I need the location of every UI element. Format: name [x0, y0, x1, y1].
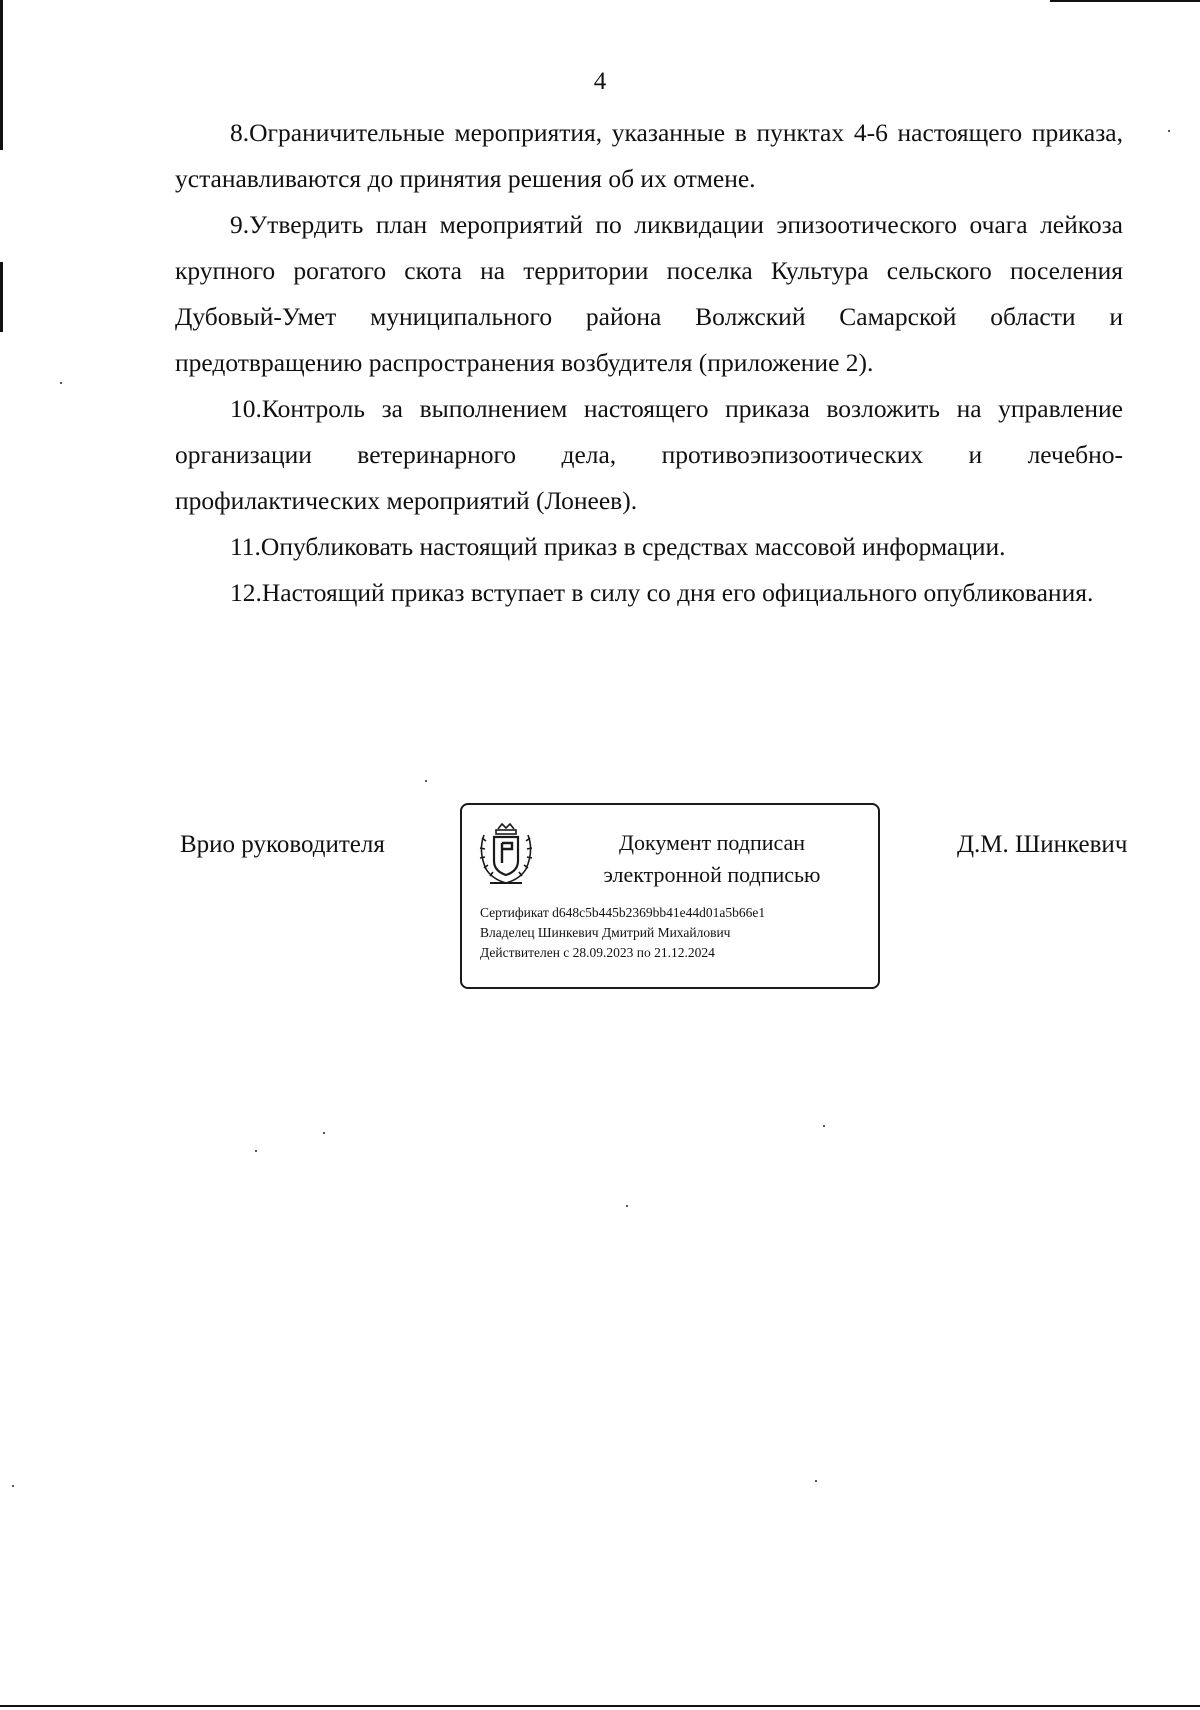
document-body: [175, 110, 1123, 616]
paragraph-12: 12.Настоящий приказ вступает в силу со дня его официального опубликования.: [230, 578, 1094, 607]
scan-speck: [1168, 130, 1170, 132]
scan-speck: [60, 382, 62, 384]
scan-speck: [823, 1125, 825, 1127]
stamp-title-line2: электронной подписью: [603, 862, 821, 887]
coat-of-arms-icon: [476, 821, 536, 891]
scan-speck: [323, 1132, 325, 1134]
stamp-title-line1: Документ подписан: [618, 830, 806, 855]
paragraph-9: 9.Утвердить план мероприятий по ликвидации эпизоотического очага лейкоза крупного рогатого скота на территории поселка Культура сельского поселения Дубовый-Умет муниципального района Волжский Самарской области и предотвращению распространения возбудителя (приложение 2).: [175, 210, 1123, 377]
scan-edge-mark: [1050, 0, 1200, 2]
scan-speck: [12, 1485, 14, 1487]
stamp-certificate: Сертификат d648c5b445b2369bb41e44d01a5b66e1: [480, 905, 766, 920]
electronic-signature-stamp: [460, 803, 880, 989]
paragraph-8: 8.Ограничительные мероприятия, указанные в пунктах 4-6 настоящего приказа, устанавливаются до принятия решения об их отмене.: [175, 118, 1123, 193]
scan-edge-mark: [0, 262, 3, 332]
scan-speck: [255, 1150, 257, 1152]
scan-speck: [425, 780, 427, 782]
stamp-owner: Владелец Шинкевич Дмитрий Михайлович: [480, 925, 731, 940]
scan-speck: [626, 1205, 628, 1207]
paragraph-10: 10.Контроль за выполнением настоящего приказа возложить на управление организации ветеринарного дела, противоэпизоотических и лечебно-профилактических мероприятий (Лонеев).: [175, 394, 1123, 515]
stamp-details: [480, 903, 765, 963]
stamp-validity: Действителен с 28.09.2023 по 21.12.2024: [480, 945, 715, 960]
signatory-position: Врио руководителя: [180, 831, 385, 858]
page-number: 4: [593, 68, 607, 95]
paragraph-11: 11.Опубликовать настоящий приказ в средствах массовой информации.: [230, 532, 1006, 561]
scan-speck: [815, 1480, 817, 1482]
scan-edge-mark: [0, 1705, 1200, 1707]
signatory-name: Д.М. Шинкевич: [957, 831, 1128, 858]
